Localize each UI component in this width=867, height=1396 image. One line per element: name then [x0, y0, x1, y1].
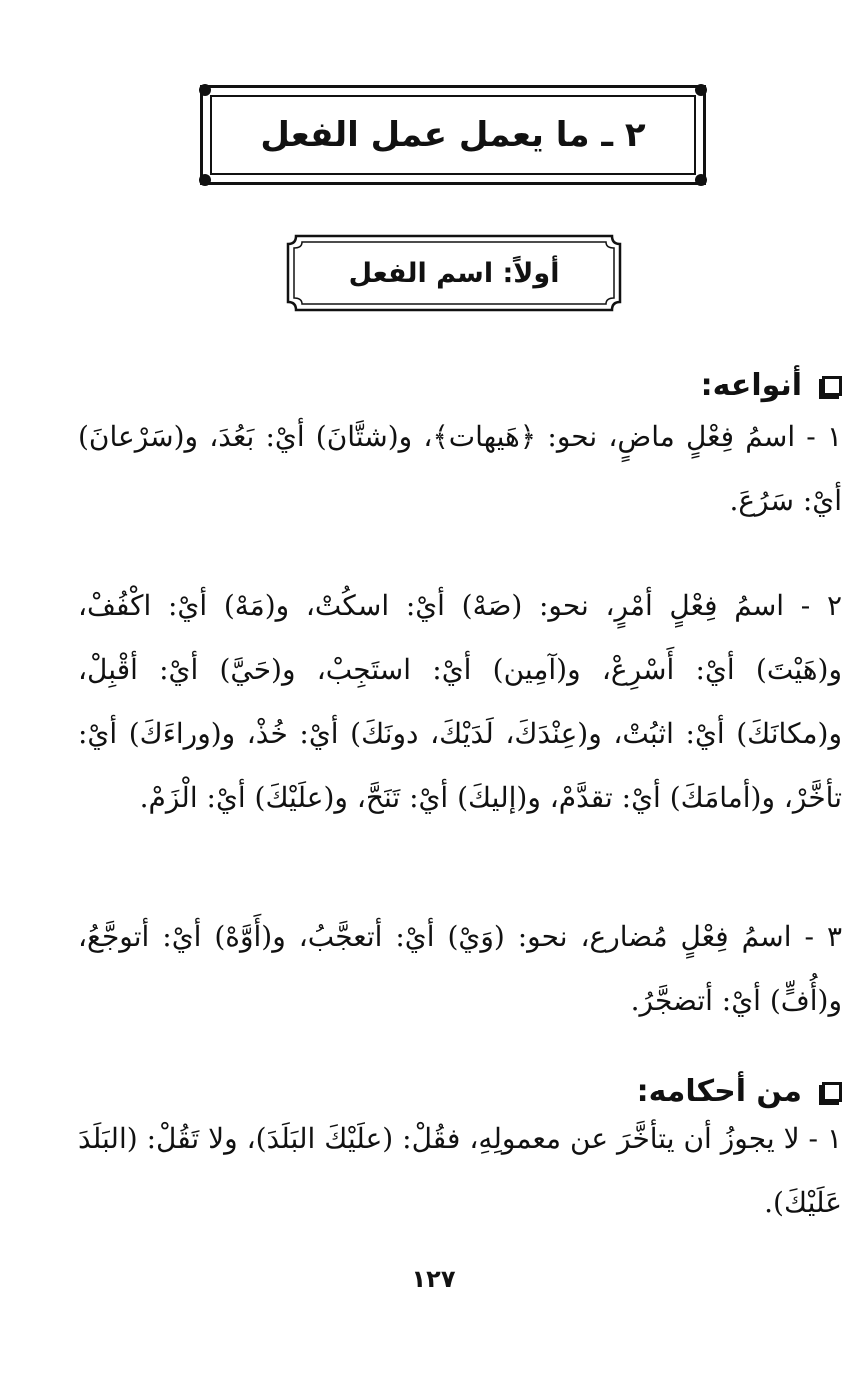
corner-ornament	[695, 84, 707, 96]
square-bullet-icon	[822, 376, 842, 396]
type-paragraph-2: ٢ - اسمُ فِعْلٍ أمْرٍ، نحو: (صَهْ) أيْ: اسكُتْ، و(مَهْ) أيْ: اكْفُفْ، و(هَيْتَ) أيْ: أَسْرِعْ، و(آمِين) أيْ: استَجِبْ، و(حَيَّ) أيْ: أقْبِلْ، و(مكانَكَ) أيْ: اثبُتْ، و(عِنْدَكَ، لَدَيْكَ، دونَكَ) أيْ: خُذْ، و(وراءَكَ) أيْ: تأخَّرْ، و(أمامَكَ) أيْ: تقدَّمْ، و(إليكَ) أيْ: تَنَحَّ، و(علَيْكَ) أيْ: الْزَمْ.	[78, 589, 842, 814]
section-title-frame	[282, 230, 626, 316]
chapter-title-inner-frame	[210, 95, 696, 175]
types-heading-text: أنواعه:	[700, 368, 802, 403]
page-number: ١٢٧	[411, 1265, 456, 1293]
types-heading	[701, 368, 842, 403]
section-title: أولاً: اسم الفعل	[348, 257, 560, 289]
chapter-title-frame	[200, 85, 706, 185]
rulings-heading-text: من أحكامه:	[636, 1074, 802, 1109]
type-paragraph-3: ٣ - اسمُ فِعْلٍ مُضارع، نحو: (وَيْ) أيْ: أتعجَّبُ، و(أَوَّهْ) أيْ: أتوجَّعُ، و(أُفٍّ) أيْ: أتضجَّرُ.	[78, 920, 842, 1017]
square-bullet-icon	[822, 1082, 842, 1102]
corner-ornament	[199, 174, 211, 186]
chapter-title: ٢ ـ ما يعمل عمل الفعل	[260, 115, 646, 155]
corner-ornament	[695, 174, 707, 186]
rulings-heading	[637, 1074, 842, 1109]
type-paragraph-1: ١ - اسمُ فِعْلٍ ماضٍ، نحو: ﴿هَيهات﴾، و(شتَّانَ) أيْ: بَعُدَ، و(سَرْعانَ) أيْ: سَرُعَ.	[78, 420, 842, 517]
ruling-paragraph-1: ١ - لا يجوزُ أن يتأخَّرَ عن معمولِهِ، فقُلْ: (علَيْكَ البَلَدَ)، ولا تَقُلْ: (البَلَدَ عَلَيْكَ).	[78, 1122, 842, 1219]
corner-ornament	[199, 84, 211, 96]
